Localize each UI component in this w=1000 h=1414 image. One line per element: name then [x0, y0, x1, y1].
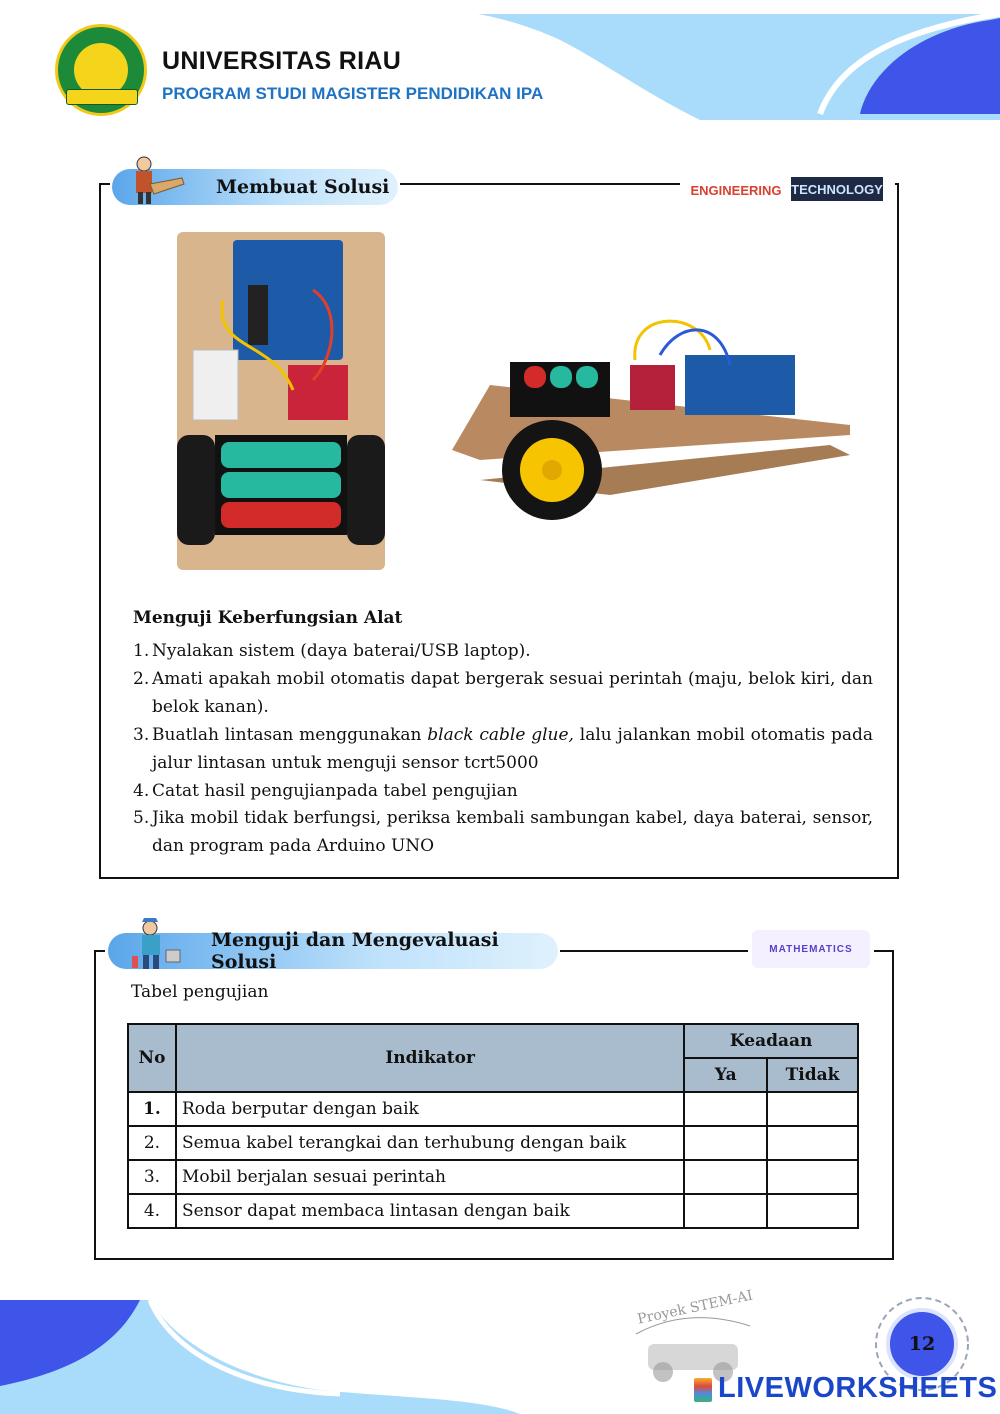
step-item [133, 721, 873, 777]
step-text-continued: lalu jalankan mobil otomatis pada jalur lintasan untuk menguji sensor tcrt5000 [152, 725, 873, 773]
table-row [128, 1160, 858, 1194]
step-item [133, 637, 873, 665]
engineering-tag: ENGINEERING [690, 182, 782, 198]
stamp-text: Proyek STEM-AI [636, 1287, 755, 1328]
liveworksheets-logo-icon [694, 1378, 712, 1402]
yes-cell[interactable] [684, 1160, 767, 1194]
section-title-menguji-evaluasi: Menguji dan Mengevaluasi Solusi [108, 933, 558, 969]
step-text: Catat hasil pengujianpada tabel pengujian [152, 781, 518, 801]
table-row [128, 1126, 858, 1160]
table-caption: Tabel pengujian [131, 982, 269, 1002]
table-row [128, 1092, 858, 1126]
program-name: PROGRAM STUDI MAGISTER PENDIDIKAN IPA [162, 84, 544, 103]
row-indicator: Roda berputar dengan baik [176, 1092, 684, 1126]
no-cell[interactable] [767, 1160, 858, 1194]
robot-car-side-view-photo [450, 310, 860, 532]
mathematics-tag: MATHEMATICS [752, 930, 870, 968]
logo-ribbon [66, 89, 138, 105]
row-indicator: Sensor dapat membaca lintasan dengan baik [176, 1194, 684, 1228]
step-text: Jika mobil tidak berfungsi, periksa kembali sambungan kabel, daya baterai, sensor, dan program pada Arduino UNO [152, 808, 873, 856]
yes-cell[interactable] [684, 1092, 767, 1126]
step-item [133, 804, 873, 860]
table-header-no: No [128, 1024, 176, 1092]
student-figure-icon [128, 918, 188, 972]
engineer-figure-icon [124, 154, 188, 206]
yes-cell[interactable] [684, 1194, 767, 1228]
row-number: 1. [128, 1092, 176, 1126]
step-emphasis: black cable glue, [427, 725, 574, 745]
row-indicator: Semua kabel terangkai dan terhubung dengan baik [176, 1126, 684, 1160]
step-text: Buatlah lintasan menggunakan [152, 725, 428, 745]
technology-tag: TECHNOLOGY [791, 177, 883, 201]
no-cell[interactable] [767, 1194, 858, 1228]
step-number: 1. [133, 641, 150, 661]
step-number: 4. [133, 781, 150, 801]
step-item [133, 777, 873, 805]
table-row [128, 1194, 858, 1228]
no-cell[interactable] [767, 1092, 858, 1126]
step-item [133, 665, 873, 721]
table-header-indicator: Indikator [176, 1024, 684, 1092]
testing-table [127, 1023, 859, 1229]
no-cell[interactable] [767, 1126, 858, 1160]
yes-cell[interactable] [684, 1126, 767, 1160]
step-number: 5. [133, 808, 150, 828]
table-header-state: Keadaan [684, 1024, 858, 1058]
robot-car-top-view-photo [173, 230, 389, 572]
table-header-no-state: Tidak [767, 1058, 858, 1092]
university-logo [55, 24, 147, 116]
liveworksheets-watermark[interactable]: LIVEWORKSHEETS [718, 1372, 998, 1404]
section-title-membuat-solusi: Membuat Solusi [112, 169, 398, 205]
step-text: Nyalakan sistem (daya baterai/USB laptop). [152, 641, 531, 661]
subheading-menguji-keberfungsian: Menguji Keberfungsian Alat [133, 608, 403, 628]
row-indicator: Mobil berjalan sesuai perintah [176, 1160, 684, 1194]
row-number: 4. [128, 1194, 176, 1228]
table-header-yes: Ya [684, 1058, 767, 1092]
page-number: 12 [886, 1308, 958, 1380]
step-number: 3. [133, 725, 150, 745]
row-number: 2. [128, 1126, 176, 1160]
step-number: 2. [133, 669, 150, 689]
row-number: 3. [128, 1160, 176, 1194]
step-text: Amati apakah mobil otomatis dapat bergerak sesuai perintah (maju, belok kiri, dan belok kanan). [152, 669, 873, 717]
university-name: UNIVERSITAS RIAU [162, 47, 402, 75]
